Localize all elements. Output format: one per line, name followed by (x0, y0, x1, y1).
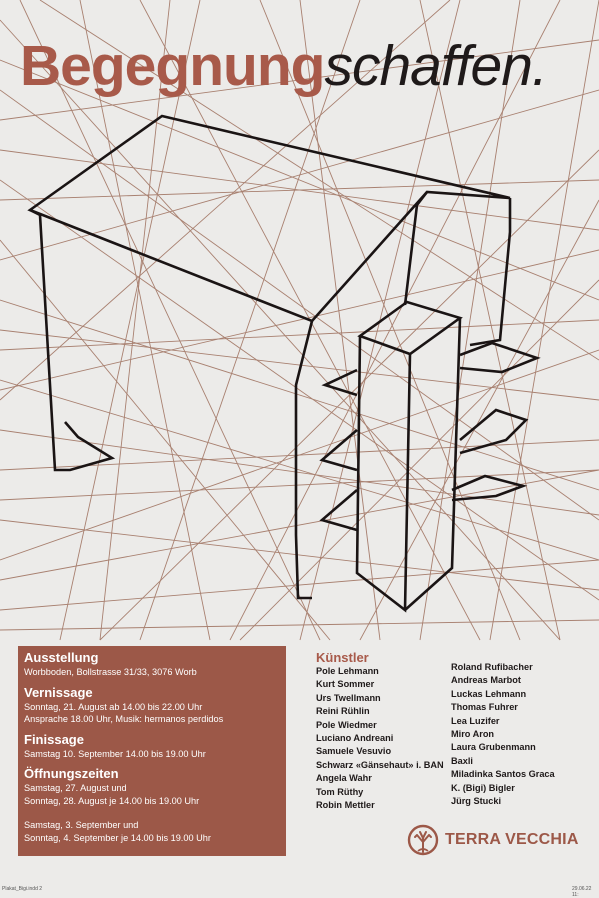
artist-name: Reini Rühlin (316, 706, 370, 717)
title-italic: schaffen. (324, 34, 547, 98)
finissage-line-1: Samstag 10. September 14.00 bis 19.00 Uhr (24, 748, 206, 759)
artist-name: Urs Twellmann (316, 692, 381, 703)
artist-name: Luckas Lehmann (451, 688, 527, 699)
artist-name: Robin Mettler (316, 800, 375, 811)
section-oeffnungszeiten (24, 766, 280, 844)
artists-column-2 (451, 661, 555, 808)
artist-name: Kurt Sommer (316, 679, 375, 690)
construction-line (0, 470, 599, 500)
artist-name: Laura Grubenmann (451, 742, 536, 753)
artist-name: Andreas Marbot (451, 675, 521, 686)
construction-line (0, 300, 599, 490)
artist-name: Thomas Fuhrer (451, 702, 518, 713)
heading-vernissage: Vernissage (24, 684, 93, 700)
box-outline (470, 198, 510, 345)
box-outline (322, 430, 357, 470)
artist-name: Pole Wiedmer (316, 719, 377, 730)
construction-line (0, 90, 599, 520)
ausstellung-address: Worbboden, Bollstrasse 31/33, 3076 Worb (24, 667, 197, 677)
heading-oeffnungszeiten: Öffnungszeiten (24, 766, 119, 781)
artist-name: Schwarz «Gänsehaut» i. BAN (316, 759, 444, 770)
heading-finissage: Finissage (24, 731, 84, 747)
oeffnungszeiten-line-2: Sonntag, 28. August je 14.00 bis 19.00 Uhr (24, 795, 200, 806)
artist-name: Jürg Stucki (451, 796, 502, 807)
artists-column-1 (316, 665, 444, 812)
box-outline (30, 210, 112, 470)
construction-line (360, 200, 599, 640)
box-outline (405, 318, 460, 610)
artist-name: Miro Aron (451, 729, 495, 740)
info-box (18, 646, 286, 856)
poster-title (20, 36, 547, 96)
heading-ausstellung: Ausstellung (24, 650, 99, 665)
logo-text: TERRA VECCHIA (445, 831, 579, 848)
artist-name: Tom Rüthy (316, 786, 364, 797)
construction-line (0, 520, 599, 590)
construction-line (0, 620, 599, 630)
oeffnungszeiten-line-4: Sonntag, 4. September je 14.00 bis 19.00 Uhr (24, 832, 211, 843)
oeffnungszeiten-line-3: Samstag, 3. September und (24, 820, 139, 830)
artist-name: Miladinka Santos Graca (451, 769, 555, 780)
artists-heading: Künstler (316, 650, 369, 665)
construction-line (0, 320, 599, 350)
box-outline (325, 370, 357, 395)
spacer (24, 807, 280, 819)
construction-line (0, 20, 560, 640)
box-outline (322, 490, 357, 530)
construction-line (0, 240, 330, 640)
artist-name: Lea Luzifer (451, 715, 500, 726)
footer-filename: Plakat_Bigi.indd 2 (2, 886, 43, 892)
artist-name: Angela Wahr (316, 773, 372, 784)
box-outline (405, 192, 427, 305)
artist-name: Roland Rufibacher (451, 662, 533, 672)
vernissage-line-1: Sonntag, 21. August ab 14.00 bis 22.00 Uhr (24, 701, 203, 712)
artist-name: K. (Bigi) Bigler (451, 782, 515, 793)
section-vernissage (24, 685, 280, 726)
box-outline (30, 116, 510, 321)
artist-name: Samuele Vesuvio (316, 746, 392, 757)
section-finissage (24, 732, 280, 761)
oeffnungszeiten-line-1: Samstag, 27. August und (24, 783, 127, 793)
artist-name: Pole Lehmann (316, 666, 379, 676)
title-bold: Begegnung (20, 34, 325, 98)
footer-date: 29.06.22 11: (572, 886, 592, 898)
box-outline (360, 302, 460, 354)
vernissage-line-2: Ansprache 18.00 Uhr, Musik: hermanos perdidos (24, 714, 224, 724)
artist-name: Baxli (451, 755, 473, 766)
box-outline (452, 476, 523, 500)
tree-icon (407, 824, 439, 856)
terra-vecchia-logo (407, 824, 579, 856)
artist-name: Luciano Andreani (316, 733, 394, 744)
section-ausstellung (24, 650, 280, 679)
construction-line (240, 280, 599, 640)
